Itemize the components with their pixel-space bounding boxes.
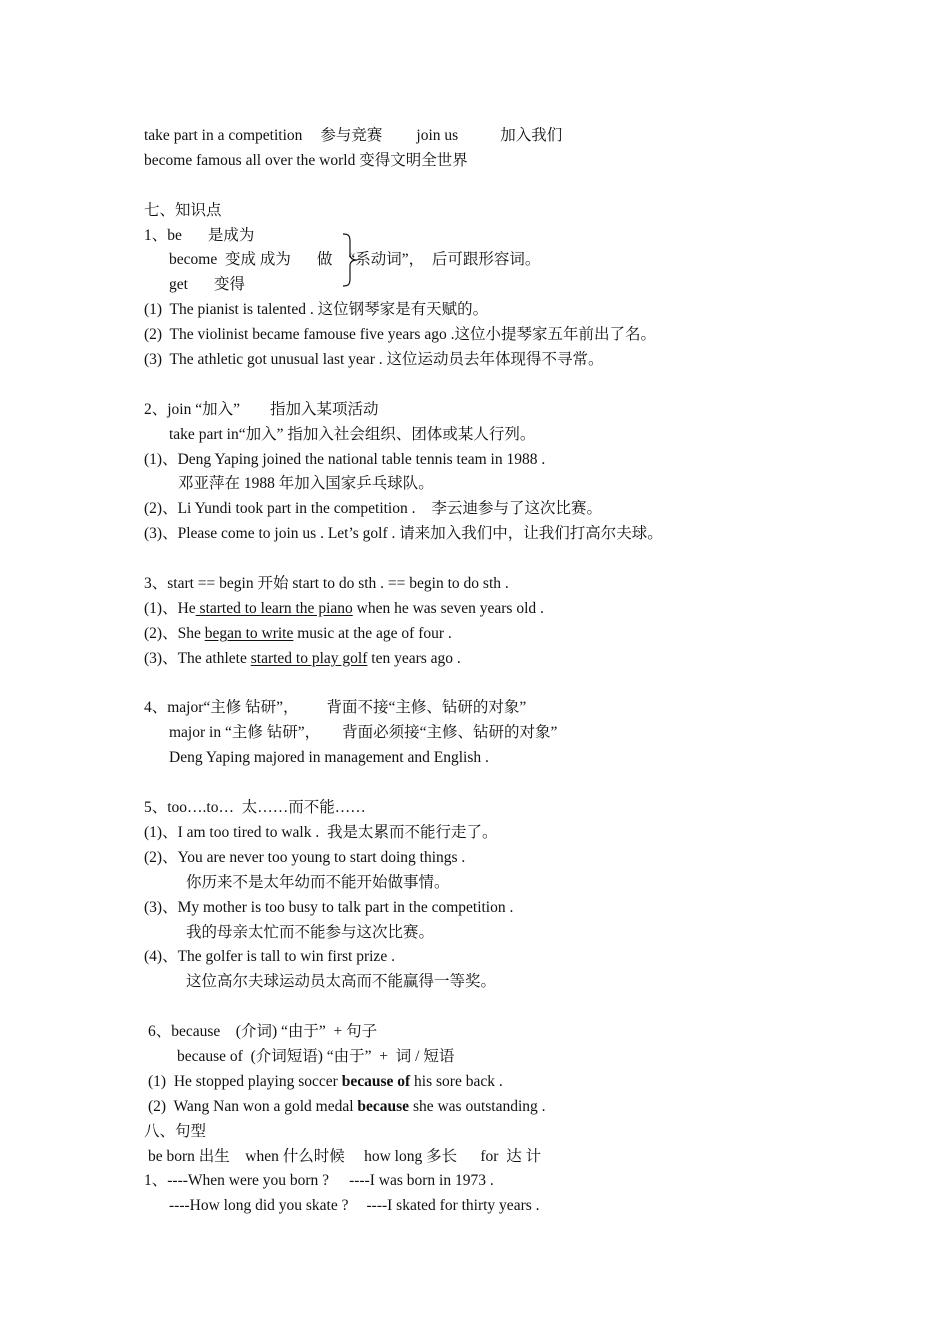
point-5-example-4-cn: 这位高尔夫球运动员太高而不能赢得一等奖。 <box>186 973 497 991</box>
point-2-example-3: (3)、Please come to join us . Let’s golf . 请来加入我们中，让我们打高尔夫球。 <box>144 525 663 543</box>
vocab-line-2: become famous all over the world 变得文明全世界 <box>144 151 468 169</box>
point-5-example-3-cn: 我的母亲太忙而不能参与这次比赛。 <box>186 923 435 941</box>
section-8-heading: 八、句型 <box>144 1122 207 1140</box>
section-7-heading: 七、知识点 <box>144 201 222 219</box>
point-6-example-1: (1) He stopped playing soccer because of his sore back . <box>148 1072 503 1090</box>
point-4-title: 4、major“主修 钻研”， 背面不接“主修、钻研的对象” <box>144 699 527 717</box>
sentence-patterns-row: be born 出生 when 什么时候 how long 多长 for 达 计 <box>148 1147 542 1165</box>
point-3-example-1: (1)、He started to learn the piano when he was seven years old . <box>144 599 544 617</box>
point-3-title: 3、start == begin 开始 start to do sth . == begin to do sth . <box>144 575 509 593</box>
point-1-title: 1、be 是成为 <box>144 226 255 244</box>
point-3-example-2: (2)、She began to write music at the age of four . <box>144 624 452 642</box>
point-5-example-2: (2)、You are never too young to start doing things . <box>144 848 466 866</box>
document-page <box>144 124 864 1219</box>
point-6-example-2: (2) Wang Nan won a gold medal because she was outstanding . <box>148 1097 546 1115</box>
point-5-example-4: (4)、The golfer is tall to win first prize . <box>144 948 395 966</box>
dialogue-line-2: ----How long did you skate ? ----I skated for thirty years . <box>169 1197 540 1215</box>
point-5-example-2-cn: 你历来不是太年幼而不能开始做事情。 <box>186 873 450 891</box>
point-1-become: become 变成 成为 做 “系动词”， 后可跟形容词。 <box>169 251 541 269</box>
vocab-line-1: take part in a competition 参与竞赛 join us 加入我们 <box>144 127 563 144</box>
point-5-example-1: (1)、I am too tired to walk . 我是太累而不能行走了。 <box>144 823 498 841</box>
point-1-example-3: (3) The athletic got unusual last year . 这位运动员去年体现得不寻常。 <box>144 351 604 369</box>
point-4-major-in: major in “主修 钻研”， 背面必须接“主修、钻研的对象” <box>169 724 558 742</box>
point-5-example-3: (3)、My mother is too busy to talk part in the competition . <box>144 898 514 916</box>
point-2-title: 2、join “加入” 指加入某项活动 <box>144 400 379 418</box>
point-2-example-1: (1)、Deng Yaping joined the national table tennis team in 1988 . <box>144 450 546 468</box>
point-2-example-2: (2)、Li Yundi took part in the competition . 李云迪参与了这次比赛。 <box>144 500 603 518</box>
point-1-example-1: (1) The pianist is talented . 这位钢琴家是有天赋的。 <box>144 301 489 319</box>
point-6-because-of: because of (介词短语) “由于” + 词 / 短语 <box>177 1047 455 1065</box>
point-5-title: 5、too….to… 太……而不能…… <box>144 799 366 817</box>
right-brace-icon <box>342 232 358 288</box>
point-6-title: 6、because (介词) “由于” + 句子 <box>148 1023 378 1041</box>
point-3-example-3: (3)、The athlete started to play golf ten years ago . <box>144 649 461 667</box>
point-1-get: get 变得 <box>169 276 245 294</box>
point-2-take-part: take part in“加入” 指加入社会组织、团体或某人行列。 <box>169 425 536 443</box>
point-4-example: Deng Yaping majored in management and English . <box>169 749 489 767</box>
point-2-example-1-cn: 邓亚萍在 1988 年加入国家乒乓球队。 <box>178 475 434 493</box>
dialogue-line-1: 1、----When were you born ? ----I was born in 1973 . <box>144 1172 494 1190</box>
point-1-example-2: (2) The violinist became famouse five years ago .这位小提琴家五年前出了名。 <box>144 326 656 344</box>
